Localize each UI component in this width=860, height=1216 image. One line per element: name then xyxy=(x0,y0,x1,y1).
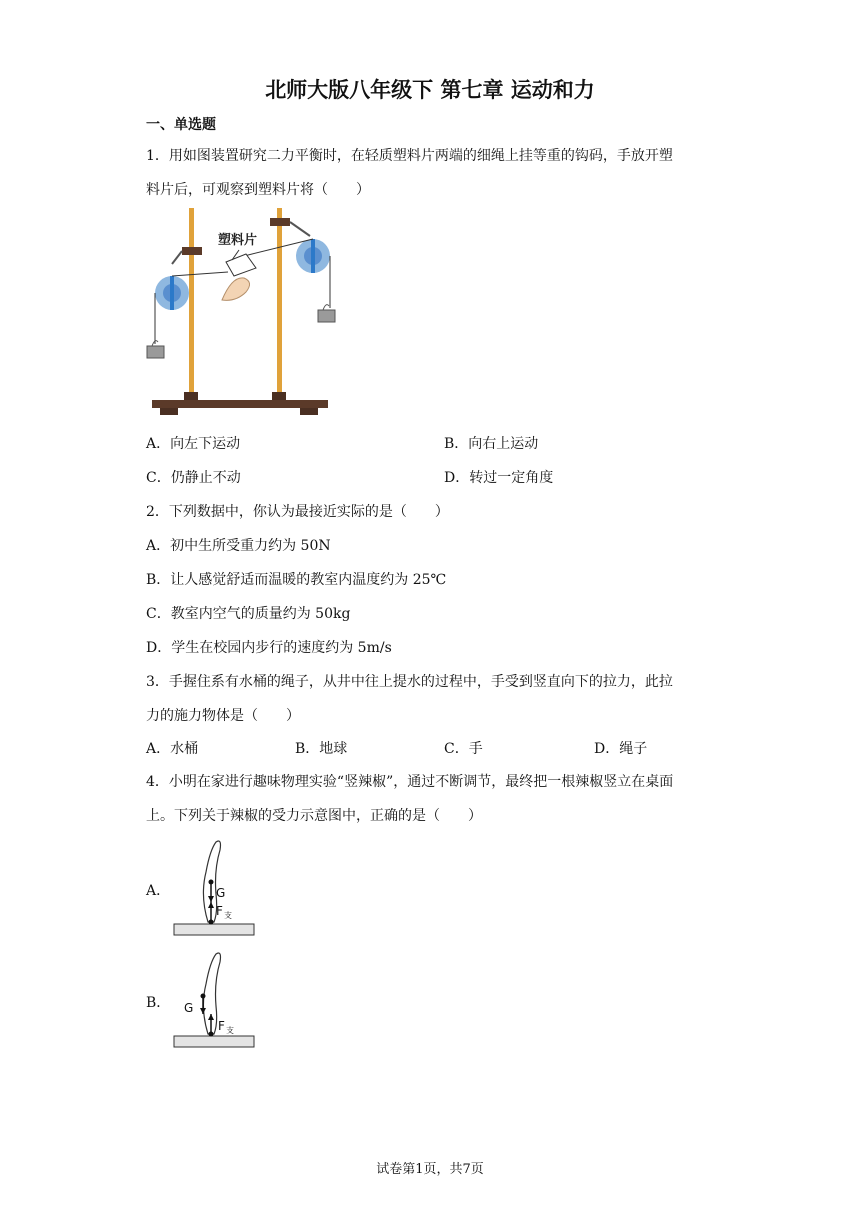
q3-option-c: C．手 xyxy=(444,741,483,757)
q4-figure-b xyxy=(170,950,260,1050)
q1-option-a: A．向左下运动 xyxy=(146,436,241,452)
q4-stem-line1: 4．小明在家进行趣味物理实验“竖辣椒”，通过不断调节，最终把一根辣椒竖立在桌面 xyxy=(146,774,674,790)
label-f-sub: 支 xyxy=(226,1026,234,1035)
label-f: F xyxy=(216,904,223,918)
q1-option-b: B．向右上运动 xyxy=(444,436,539,452)
hand xyxy=(222,278,250,300)
left-weight xyxy=(147,346,164,358)
right-weight xyxy=(318,310,335,322)
q1-option-c: C．仍静止不动 xyxy=(146,470,241,486)
q4-figure-a xyxy=(170,836,260,940)
label-g: G xyxy=(184,1001,194,1015)
q3-stem-line1: 3．手握住系有水桶的绳子，从井中往上提水的过程中，手受到竖直向下的拉力，此拉 xyxy=(146,674,673,690)
q1-option-d: D．转过一定角度 xyxy=(444,470,554,486)
q2-option-a: A．初中生所受重力约为 50N xyxy=(146,538,331,554)
left-pole xyxy=(189,208,194,392)
q4-stem-line2: 上。下列关于辣椒的受力示意图中，正确的是（ ） xyxy=(146,808,482,824)
q2-option-b: B．让人感觉舒适而温暖的教室内温度约为 25℃ xyxy=(146,572,447,588)
section-heading: 一、单选题 xyxy=(146,117,216,133)
q1-stem-line1: 1．用如图装置研究二力平衡时，在轻质塑料片两端的细绳上挂等重的钩码，手放开塑 xyxy=(146,148,673,164)
q2-stem: 2．下列数据中，你认为最接近实际的是（ ） xyxy=(146,504,449,520)
q3-stem-line2: 力的施力物体是（ ） xyxy=(146,708,300,724)
table-surface xyxy=(174,924,254,935)
right-pole xyxy=(277,208,282,392)
q2-option-c: C．教室内空气的质量约为 50kg xyxy=(146,606,351,622)
label-f: F xyxy=(218,1019,225,1033)
q2-option-d: D．学生在校园内步行的速度约为 5m/s xyxy=(146,640,392,656)
q3-option-d: D．绳子 xyxy=(594,741,648,757)
label-g: G xyxy=(216,886,226,900)
plastic-card xyxy=(226,254,256,276)
q4-option-b-label: B． xyxy=(146,995,171,1011)
q3-option-a: A．水桶 xyxy=(146,741,199,757)
q3-option-b: B．地球 xyxy=(295,741,348,757)
page-title: 北师大版八年级下 第七章 运动和力 xyxy=(265,78,595,102)
card-label: 塑料片 xyxy=(218,233,258,248)
page-footer: 试卷第1页，共7页 xyxy=(376,1162,484,1177)
q4-option-a-label: A． xyxy=(146,883,171,899)
table-surface xyxy=(174,1036,254,1047)
label-f-sub: 支 xyxy=(224,911,232,920)
q1-apparatus-figure xyxy=(146,204,336,418)
stand-base xyxy=(152,400,328,408)
q1-stem-line2: 料片后，可观察到塑料片将（ ） xyxy=(146,182,370,198)
